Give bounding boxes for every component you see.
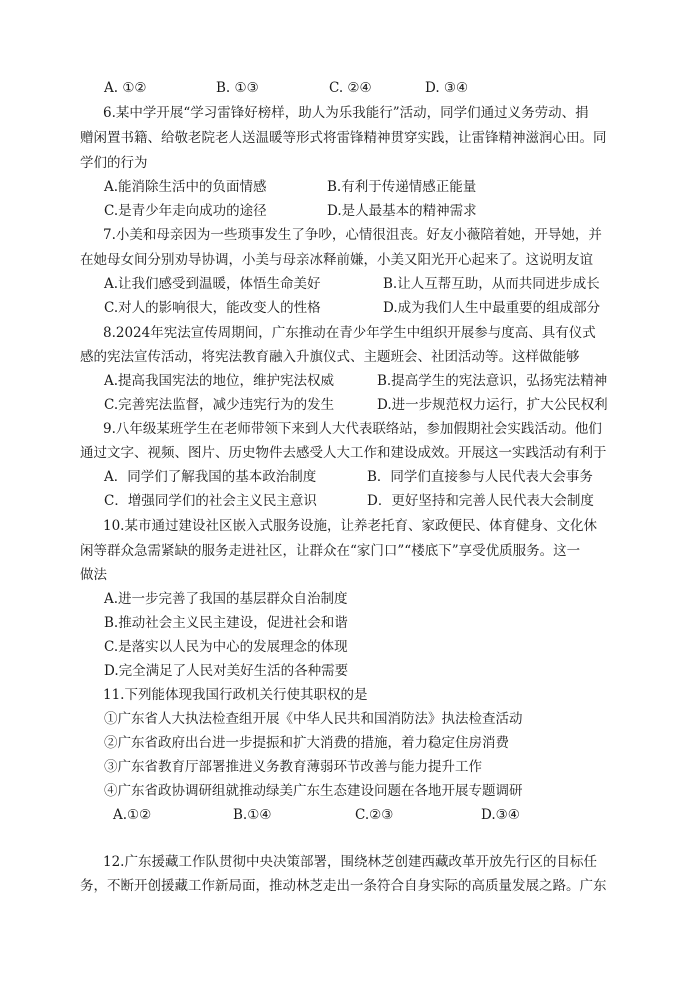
q9-option-b: B．同学们直接参与人民代表大会事务 [367, 469, 593, 485]
q9-stem-line-2: 通过文字、视频、图片、历史物件去感受人大工作和建设成效。开展这一实践活动有利于 [80, 445, 607, 461]
q8-option-c: C.完善宪法监督，减少违宪行为的发生 [104, 397, 335, 413]
q8-stem-line-1: 8.2024年宪法宣传周期间，广东推动在青少年学生中组织开展参与度高、具有仪式 [103, 325, 596, 341]
q10-option-d: D.完全满足了人民对美好生活的各种需要 [104, 663, 349, 679]
q6-option-a: A.能消除生活中的负面情感 [104, 179, 267, 195]
q6-option-d: D.是人最基本的精神需求 [327, 203, 477, 219]
q10-option-a: A.进一步完善了我国的基层群众自治制度 [104, 591, 348, 607]
q6-stem-line-3: 学们的行为 [80, 155, 148, 171]
q6-stem-line-2: 赠闲置书籍、给敬老院老人送温暖等形式将雷锋精神贯穿实践，让雷锋精神滋润心田。同 [80, 130, 607, 146]
q12-stem-line-2: 务，不断开创援藏工作新局面，推动林芝走出一条符合自身实际的高质量发展之路。广东 [80, 878, 607, 894]
q7-stem-line-1: 7.小美和母亲因为一些琐事发生了争吵，心情很沮丧。好友小薇陪着她，开导她，并 [103, 227, 602, 243]
q6-option-b: B.有利于传递情感正能量 [327, 179, 477, 195]
q6-option-c: C.是青少年走向成功的途径 [104, 203, 267, 219]
q7-option-c: C.对人的影响很大，能改变人的性格 [104, 300, 321, 316]
q10-option-b: B.推动社会主义民主建设，促进社会和谐 [104, 615, 348, 631]
q11-option-b: B.①④ [233, 807, 272, 823]
q10-stem-line-3: 做法 [80, 567, 107, 583]
q9-option-a: A．同学们了解我国的基本政治制度 [104, 469, 317, 485]
q11-statement-1: ①广东省人大执法检查组开展《中华人民共和国消防法》执法检查活动 [104, 711, 523, 727]
q12-stem-line-1: 12.广东援藏工作队贯彻中央决策部署，围绕林芝创建西藏改革开放先行区的目标任 [103, 854, 597, 870]
q9-stem-line-1: 9.八年级某班学生在老师带领下来到人大代表联络站，参加假期社会实践活动。他们 [103, 421, 602, 437]
q5-option-d: D. ③④ [425, 80, 469, 96]
q8-option-d: D.进一步规范权力运行，扩大公民权利 [377, 397, 608, 413]
q10-stem-line-2: 闲等群众急需紧缺的服务走进社区，让群众在“家门口”“楼底下”享受优质服务。这一 [80, 543, 581, 559]
q10-option-c: C.是落实以人民为中心的发展理念的体现 [104, 639, 348, 655]
q9-option-c: C．增强同学们的社会主义民主意识 [104, 493, 317, 509]
q11-option-a: A.①② [113, 807, 152, 823]
q11-option-c: C.②③ [355, 807, 394, 823]
q8-option-a: A.提高我国宪法的地位，维护宪法权威 [104, 373, 335, 389]
q7-option-b: B.让人互帮互助，从而共同进步成长 [383, 276, 600, 292]
q9-option-d: D．更好坚持和完善人民代表大会制度 [367, 493, 594, 509]
q5-option-a: A. ①② [104, 80, 147, 96]
q11-statement-2: ②广东省政府出台进一步提振和扩大消费的措施，着力稳定住房消费 [104, 735, 509, 751]
q10-stem-line-1: 10.某市通过建设社区嵌入式服务设施，让养老托育、家政便民、体育健身、文化休 [103, 518, 597, 534]
q11-statement-3: ③广东省教育厅部署推进义务教育薄弱环节改善与能力提升工作 [104, 759, 482, 775]
q5-option-b: B. ①③ [216, 80, 259, 96]
q7-option-a: A.让我们感受到温暖，体悟生命美好 [104, 276, 321, 292]
q7-option-d: D.成为我们人生中最重要的组成部分 [383, 300, 601, 316]
q8-stem-line-2: 感的宪法宣传活动，将宪法教育融入升旗仪式、主题班会、社团活动等。这样做能够 [80, 349, 580, 365]
q11-statement-4: ④广东省政协调研组就推动绿美广东生态建设问题在各地开展专题调研 [104, 783, 523, 799]
q6-stem-line-1: 6.某中学开展“学习雷锋好榜样，助人为乐我能行”活动，同学们通过义务劳动、捐 [103, 105, 589, 121]
q8-option-b: B.提高学生的宪法意识，弘扬宪法精神 [377, 373, 608, 389]
q11-option-d: D.③④ [481, 807, 520, 823]
q7-stem-line-2: 在她母女间分别劝导协调，小美与母亲冰释前嫌，小美又阳光开心起来了。这说明友谊 [80, 252, 593, 268]
q11-stem: 11.下列能体现我国行政机关行使其职权的是 [103, 687, 368, 703]
q5-option-c: C. ②④ [329, 80, 372, 96]
